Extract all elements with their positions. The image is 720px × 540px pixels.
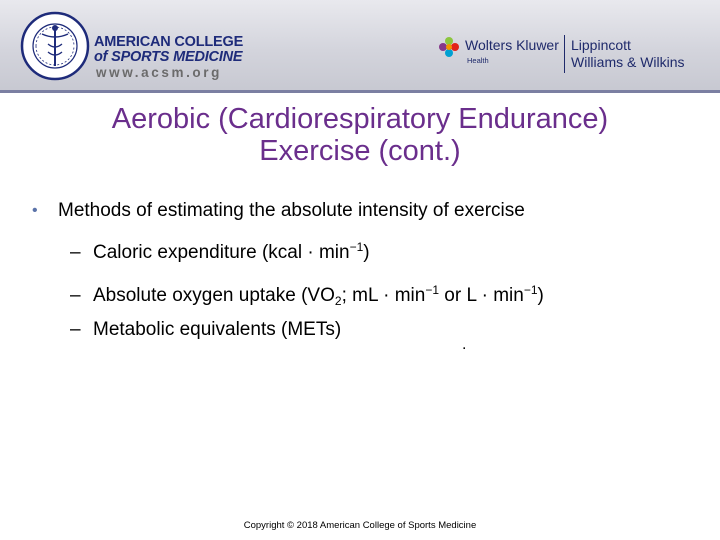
lww-line2: Williams & Wilkins [571,54,685,70]
caloric-exponent: −1 [349,240,364,254]
title-line2: Exercise (cont.) [259,135,461,167]
oxygen-exponent-2: −1 [523,283,538,297]
oxygen-unit-l: or L · min [439,285,524,306]
oxygen-subscript: 2 [334,294,342,308]
oxygen-exponent-1: −1 [425,283,439,297]
wolters-kluwer-health: Health [467,56,489,65]
stray-dot: . [462,336,467,353]
oxygen-unit-ml: ; mL · min [341,285,426,306]
lww-wordmark [571,37,685,71]
caloric-close: ) [363,242,370,263]
sub-bullet-marker: – [70,242,81,263]
main-bullet: Methods of estimating the absolute intensity of exercise [58,200,525,221]
bullet-marker: • [32,202,38,219]
acsm-url: www.acsm.org [96,65,222,80]
mets-text: Metabolic equivalents (METs) [93,319,342,340]
slide-title [40,103,680,167]
sub-bullet-oxygen [70,283,544,308]
oxygen-text: Absolute oxygen uptake (VO [93,285,335,306]
acsm-name-line2: of SPORTS MEDICINE [94,49,243,65]
sub-bullet-marker: – [70,285,81,306]
wolters-kluwer-logo-icon [438,36,460,58]
copyright-footer: Copyright © 2018 American College of Sports Medicine [243,520,477,531]
sub-bullet-mets [70,319,341,341]
sub-bullet-caloric [70,240,370,264]
caloric-text: Caloric expenditure (kcal · min [93,242,350,263]
publisher-divider [564,35,565,73]
title-line1: Aerobic (Cardiorespiratory Endurance) [111,103,609,135]
wolters-kluwer-name: Wolters Kluwer [465,37,559,53]
acsm-name-line1: AMERICAN COLLEGE [94,34,244,50]
sub-bullet-marker: – [70,319,81,340]
lww-line1: Lippincott [571,37,631,53]
header-divider [0,90,720,93]
oxygen-close: ) [537,285,544,306]
acsm-seal-icon [20,10,90,82]
